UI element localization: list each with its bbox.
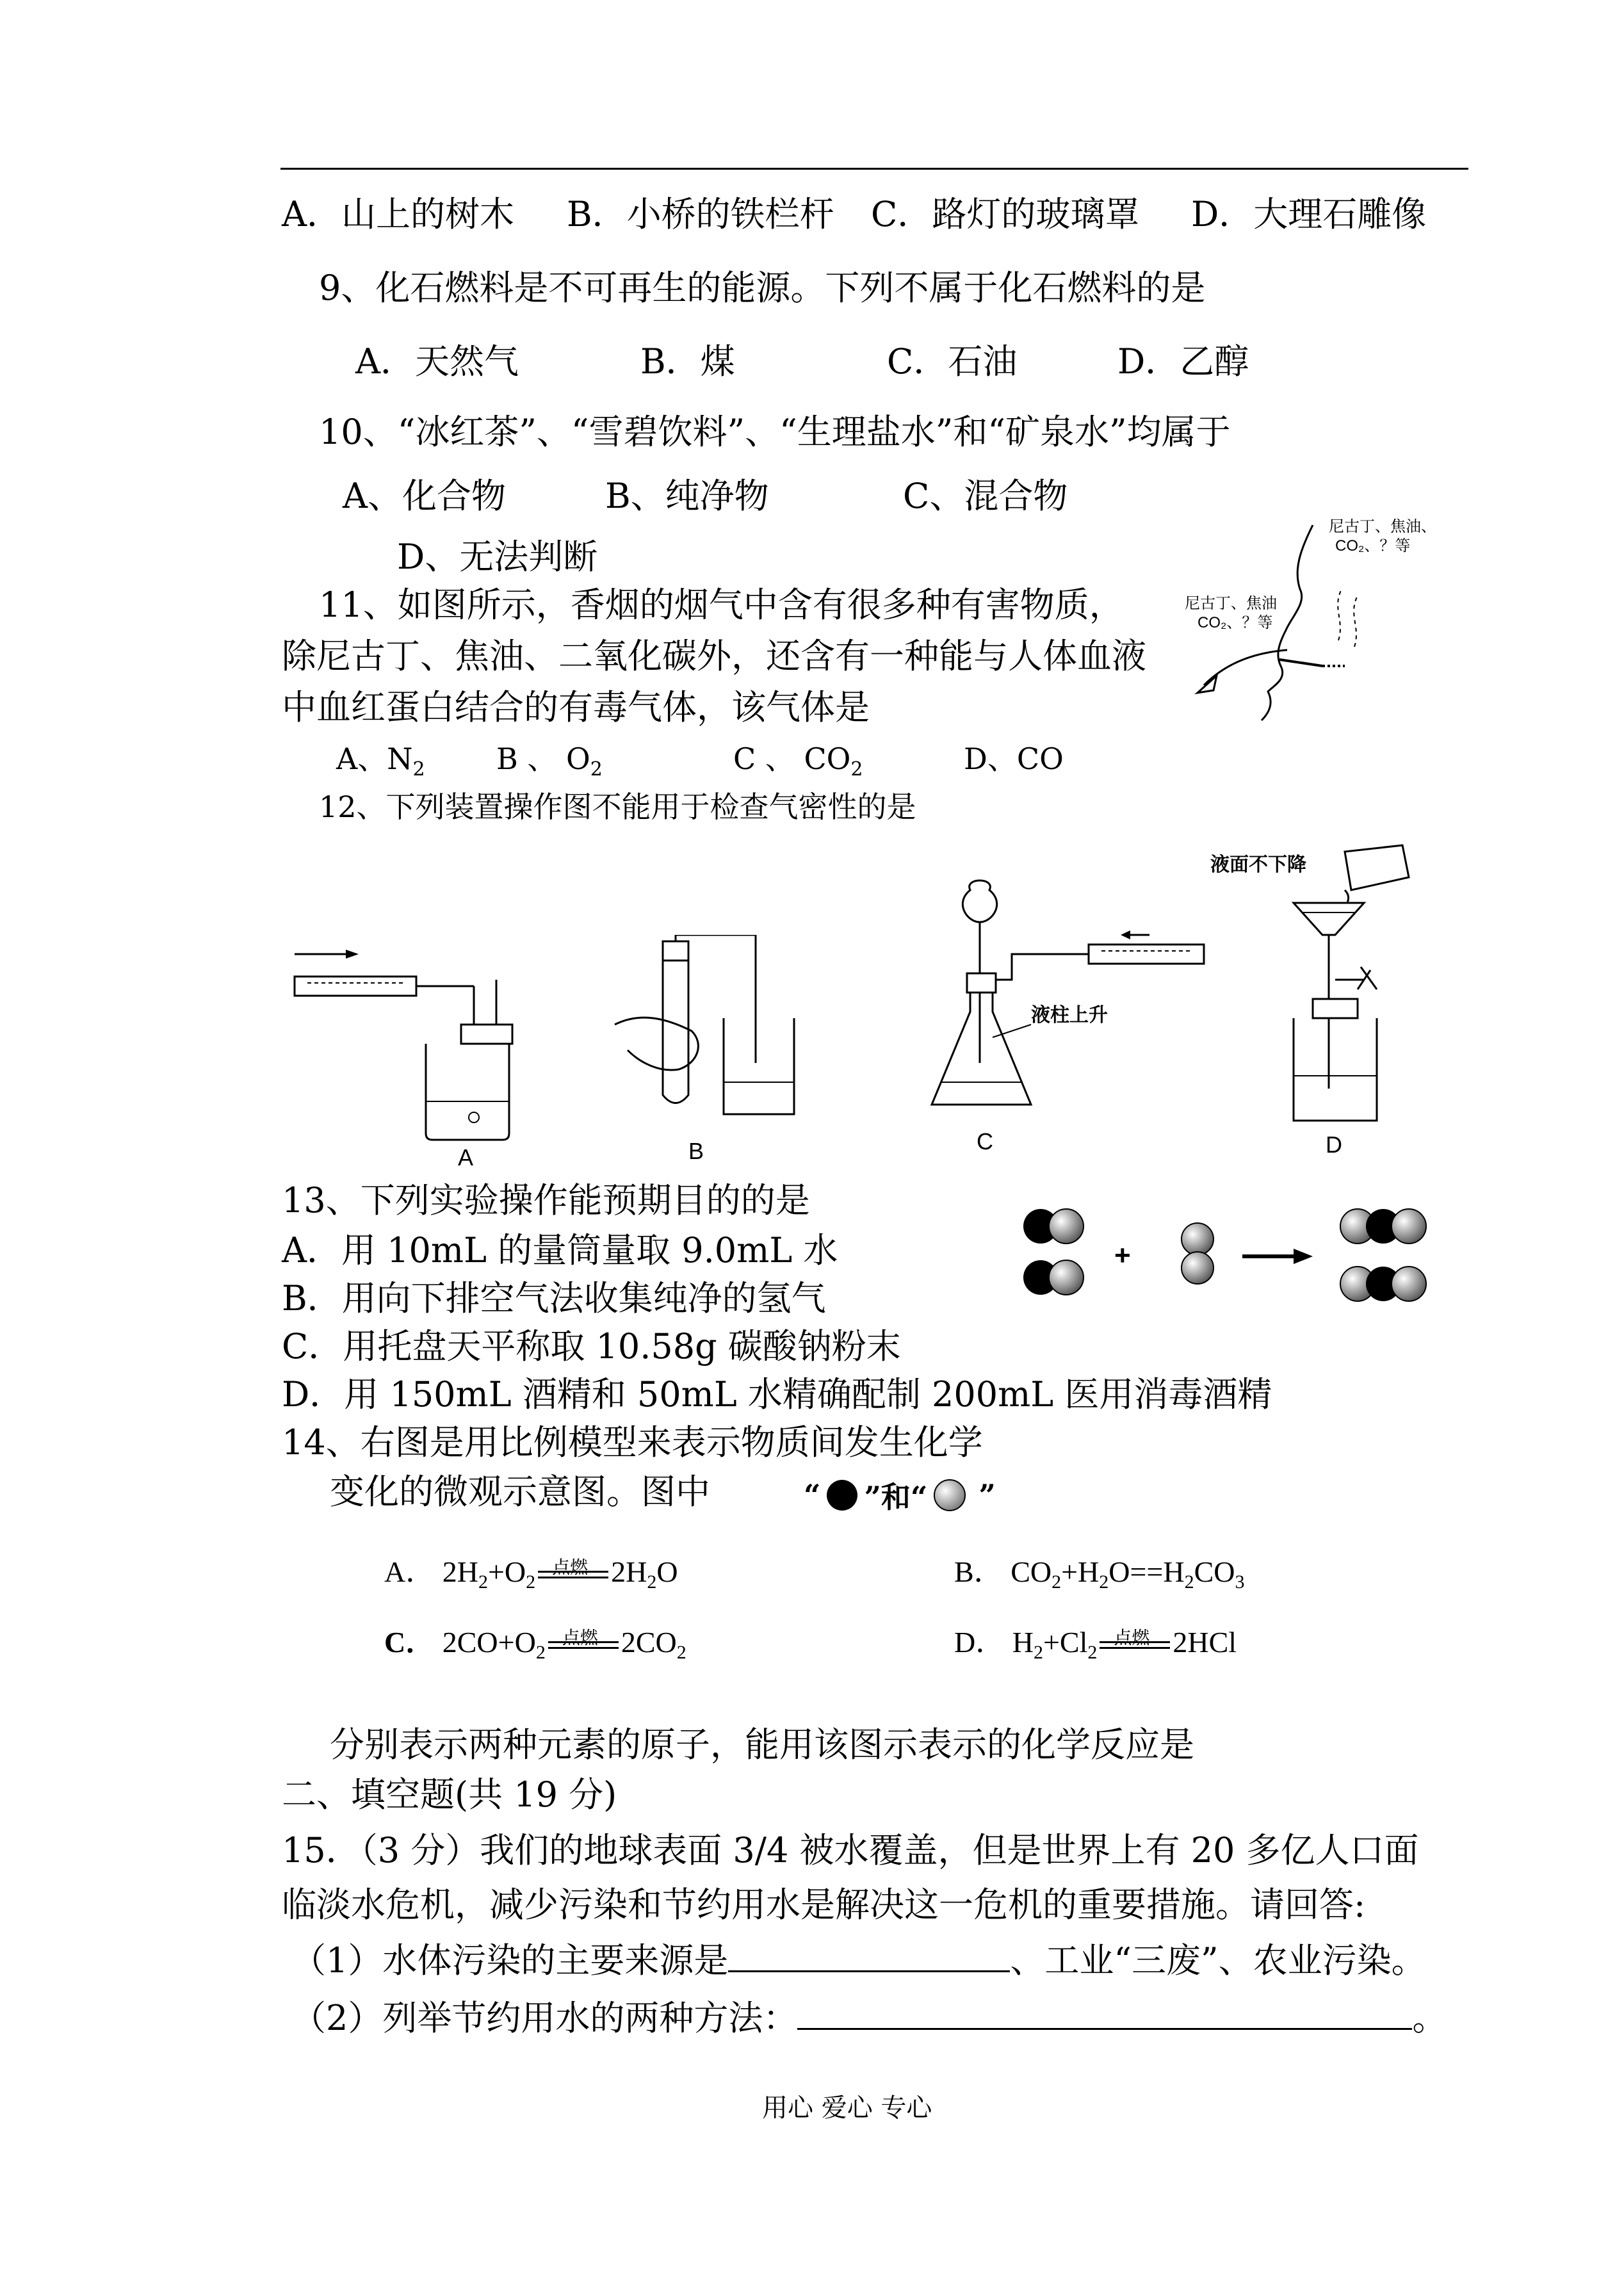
q9-option-b: B．煤 bbox=[640, 341, 735, 382]
side-tube-c bbox=[996, 954, 1089, 980]
q8-option-b: B．小桥的铁栏杆 bbox=[567, 194, 834, 234]
q11-option-b: B 、 $O_2$ bbox=[496, 742, 603, 781]
q15-line1: 15．（3 分）我们的地球表面 3/4 被水覆盖，但是世界上有 20 多亿人口面 bbox=[282, 1830, 1419, 1870]
black-atom-icon bbox=[827, 1480, 857, 1511]
q11-option-a: A、$N_2$ bbox=[336, 742, 425, 781]
q11-line2: 除尼古丁、焦油、二氧化碳外，还含有一种能与人体血液 bbox=[282, 636, 1146, 676]
cigarette bbox=[1279, 660, 1322, 666]
q14-line3: 分别表示两种元素的原子，能用该图示表示的化学反应是 bbox=[330, 1724, 1194, 1765]
hand-b bbox=[615, 1018, 698, 1070]
funnel-c bbox=[962, 880, 996, 922]
section-title: 二、填空题(共 19 分) bbox=[282, 1774, 617, 1815]
syringe-c bbox=[1089, 945, 1204, 964]
q10-option-a: A、化合物 bbox=[343, 476, 506, 516]
stopper-c bbox=[967, 973, 996, 993]
plus-sign: + bbox=[1114, 1240, 1131, 1271]
q15-part2: （2）列举节约用水的两种方法： 。 bbox=[291, 1995, 1447, 2041]
q13-option-c: C．用托盘天平称取 10.58g 碳酸钠粉末 bbox=[282, 1326, 901, 1366]
q15-line2: 临淡水危机，减少污染和节约用水是解决这一危机的重要措施。请回答: bbox=[282, 1885, 1366, 1925]
product-molecule-1 bbox=[1340, 1209, 1426, 1244]
q11-option-d: D、CO bbox=[964, 742, 1064, 776]
stopper-d bbox=[1313, 999, 1358, 1018]
reaction-arrowhead bbox=[1294, 1249, 1313, 1264]
q10-option-c: C、混合物 bbox=[903, 476, 1068, 516]
q11-line3: 中血红蛋白结合的有毒气体，该气体是 bbox=[282, 687, 870, 727]
bottle-d bbox=[1294, 1018, 1377, 1121]
bottle-a bbox=[426, 1044, 509, 1140]
product-molecule-2 bbox=[1340, 1267, 1426, 1301]
note-d: 液面不下降 bbox=[1210, 854, 1306, 875]
q13-option-b: B．用向下排空气法收集纯净的氢气 bbox=[282, 1278, 826, 1318]
q8-option-a: A．山上的树木 bbox=[282, 194, 514, 234]
beaker-b bbox=[724, 1018, 794, 1114]
smoke-label-top-2: CO₂、？等 bbox=[1335, 537, 1411, 555]
apparatus-d bbox=[1198, 839, 1466, 1159]
q10-stem: 10、“冰红茶”、“雪碧饮料”、“生理盐水”和“矿泉水”均属于 bbox=[319, 412, 1231, 452]
syringe-a bbox=[295, 977, 416, 996]
answer-blank-1[interactable] bbox=[728, 1937, 1010, 1972]
clamp-d bbox=[1358, 967, 1377, 989]
q9-stem: 9、化石燃料是不可再生的能源。下列不属于化石燃料的是 bbox=[319, 268, 1206, 308]
q8-option-d: D．大理石雕像 bbox=[1191, 194, 1427, 234]
smoke-label-inhale-2: CO₂、？等 bbox=[1198, 614, 1273, 631]
q9-option-c: C．石油 bbox=[887, 341, 1018, 382]
apparatus-b bbox=[602, 935, 820, 1165]
label-a: A bbox=[458, 1144, 474, 1165]
q14-option-b: B． $CO_2+H_2O==H_2CO_3$ bbox=[954, 1555, 1245, 1593]
legend-quote-open: “ bbox=[804, 1478, 821, 1512]
q14-option-c: C． $2CO+O_2$ 点燃 $2CO_2$ bbox=[384, 1626, 686, 1664]
q11-option-c: C 、 $CO_2$ bbox=[733, 742, 863, 781]
label-c: C bbox=[977, 1128, 993, 1155]
bubble-a bbox=[469, 1112, 479, 1123]
inhale-arrowhead bbox=[1198, 676, 1217, 693]
test-tube-b bbox=[663, 961, 688, 1103]
q13-option-a: A．用 10mL 的量筒量取 9.0mL 水 bbox=[282, 1230, 838, 1270]
push-arrowhead-a bbox=[346, 950, 359, 959]
answer-blank-2[interactable] bbox=[797, 1995, 1412, 2030]
label-d: D bbox=[1326, 1131, 1342, 1158]
q11-line1: 11、如图所示，香烟的烟气中含有很多种有害物质， bbox=[319, 585, 1124, 625]
q14-line1: 14、右图是用比例模型来表示物质间发生化学 bbox=[282, 1422, 983, 1463]
apparatus-c bbox=[929, 877, 1223, 1172]
q9-option-a: A．天然气 bbox=[355, 341, 519, 382]
apparatus-a bbox=[282, 948, 525, 1165]
page-footer: 用心 爱心 专心 bbox=[762, 2093, 932, 2123]
reactant-molecule-3 bbox=[1181, 1223, 1214, 1284]
q9-option-d: D．乙醇 bbox=[1117, 341, 1249, 382]
q8-option-c: C．路灯的玻璃罩 bbox=[871, 194, 1140, 234]
flask-c bbox=[932, 993, 1031, 1105]
q14-option-d: D． $H_2+Cl_2$ 点燃 2HCl bbox=[954, 1626, 1237, 1664]
q12-stem: 12、下列装置操作图不能用于检查气密性的是 bbox=[319, 790, 916, 824]
legend-and: ”和“ bbox=[864, 1480, 928, 1514]
q10-option-b: B、纯净物 bbox=[605, 476, 769, 516]
gray-atom-icon bbox=[934, 1479, 966, 1511]
smoke-label-inhale: 尼古丁、焦油 bbox=[1185, 595, 1277, 612]
reactant-molecule-1 bbox=[1023, 1209, 1084, 1244]
stopper-a bbox=[461, 1025, 512, 1044]
atom-legend bbox=[804, 1473, 996, 1518]
q13-option-d: D．用 150mL 酒精和 50mL 水精确配制 200mL 医用消毒酒精 bbox=[282, 1374, 1272, 1415]
note-c: 液柱上升 bbox=[1031, 1005, 1108, 1026]
header-rule bbox=[280, 168, 1468, 170]
q13-stem: 13、下列实验操作能预期目的的是 bbox=[282, 1180, 810, 1220]
q14-line2: 变化的微观示意图。图中 bbox=[330, 1472, 710, 1512]
smoke-trail bbox=[1338, 589, 1342, 640]
stopper-b bbox=[663, 941, 688, 961]
smoke-label-top: 尼古丁、焦油、 bbox=[1329, 518, 1436, 535]
label-b: B bbox=[688, 1138, 704, 1164]
funnel-d bbox=[1294, 903, 1364, 935]
q10-option-d: D、无法判断 bbox=[397, 537, 598, 577]
smoking-figure bbox=[1185, 512, 1473, 724]
pull-arrowhead-c bbox=[1121, 930, 1130, 939]
reactant-molecule-2 bbox=[1023, 1260, 1084, 1295]
legend-quote-close: ” bbox=[978, 1478, 996, 1512]
q14-option-a: A． $2H_2+O_2$ 点燃 $2H_2O$ bbox=[384, 1555, 678, 1593]
reaction-diagram bbox=[1012, 1204, 1473, 1332]
q15-part1: （1）水体污染的主要来源是 、工业“三废”、农业污染。 bbox=[291, 1937, 1426, 1983]
pouring-beaker-d bbox=[1345, 845, 1409, 890]
smoke-trail-2 bbox=[1354, 596, 1358, 647]
